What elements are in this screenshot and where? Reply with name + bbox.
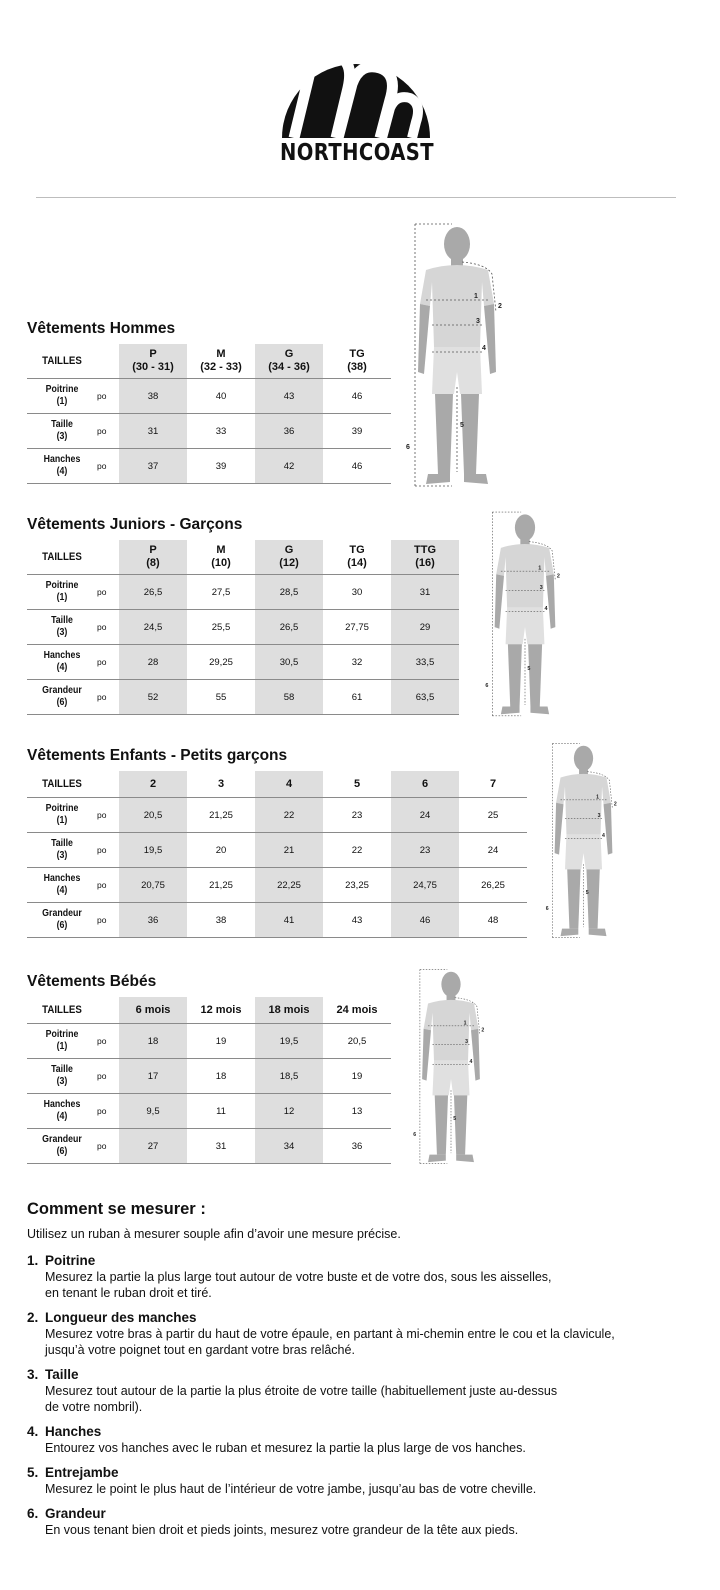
table-header-row — [27, 344, 391, 379]
left-leg-shape — [508, 644, 522, 706]
measure-marker-label: 2 — [556, 573, 560, 580]
step-text: Mesurez le point le plus haut de l’intérieur de votre jambe, jusqu’au bas de votre cheville. — [45, 1482, 537, 1496]
table-row — [27, 414, 391, 449]
cell-value: 18 — [187, 1059, 255, 1094]
head-shape — [444, 227, 470, 261]
cell-value: 39 — [187, 449, 255, 484]
cell-value: 24,5 — [119, 610, 187, 645]
cell-value: 46 — [323, 379, 391, 414]
table-row — [27, 903, 527, 938]
row-label: Poitrine (1) — [31, 798, 93, 833]
right-leg-shape — [528, 644, 542, 706]
body-silhouette-icon — [412, 968, 490, 1168]
size-header: TG (38) — [323, 344, 391, 379]
size-header: 12 mois — [187, 997, 255, 1024]
section-enfants — [27, 745, 527, 938]
step-title: Poitrine — [45, 1253, 96, 1268]
size-header: TG (14) — [323, 540, 391, 575]
left-arm-shape — [495, 574, 504, 628]
cell-value: 32 — [323, 645, 391, 680]
step-text: Entourez vos hanches avec le ruban et mesurez la partie la plus large de vos hanches. — [45, 1441, 526, 1455]
section-title: Vêtements Hommes — [27, 320, 176, 337]
cell-value: 22 — [323, 833, 391, 868]
cell-value: 19,5 — [255, 1024, 323, 1059]
cell-value: 46 — [391, 903, 459, 938]
measure-marker-label: 1 — [463, 1020, 467, 1027]
unit-label: po — [97, 868, 119, 903]
cell-value: 36 — [119, 903, 187, 938]
table-row — [27, 680, 459, 715]
table-row — [27, 833, 527, 868]
size-table-juniors — [27, 540, 459, 715]
unit-label: po — [97, 414, 119, 449]
measure-marker-label: 6 — [413, 1132, 417, 1139]
left-foot-shape — [428, 1155, 446, 1162]
left-leg-shape — [435, 394, 453, 474]
cell-value: 37 — [119, 449, 187, 484]
left-arm-shape — [555, 803, 564, 855]
cell-value: 26,25 — [459, 868, 527, 903]
cell-value: 24 — [391, 798, 459, 833]
step-longueur-manches: 2. Longueur des manches Mesurez votre bras à partir du haut de votre épaule, en partant à mi-chemin entre le cou et la clavicule, jusqu’à votre poignet tout en gardant votre bras relâché. — [27, 1310, 687, 1358]
right-arm-shape — [604, 803, 613, 855]
row-label: Poitrine (1) — [31, 379, 93, 414]
table-row — [27, 379, 391, 414]
cell-value: 29 — [391, 610, 459, 645]
measure-marker-label: 6 — [485, 683, 489, 690]
row-label: Hanches (4) — [31, 868, 93, 903]
size-table-enfants — [27, 771, 527, 938]
header-divider — [36, 197, 676, 198]
cell-value: 42 — [255, 449, 323, 484]
section-bebes — [27, 971, 391, 1164]
table-row — [27, 1094, 391, 1129]
measure-marker-label: 4 — [482, 345, 486, 352]
cell-value: 38 — [119, 379, 187, 414]
step-title: Entrejambe — [45, 1465, 119, 1480]
step-text: en tenant le ruban droit et tiré. — [45, 1286, 212, 1300]
measure-marker-label: 4 — [602, 832, 605, 839]
section-title: Vêtements Bébés — [27, 973, 157, 990]
measure-marker-label: 3 — [539, 585, 543, 592]
right-arm-shape — [484, 304, 496, 374]
unit-label: po — [97, 1024, 119, 1059]
shirt-shape — [424, 1000, 479, 1061]
body-silhouette-icon — [406, 222, 502, 492]
right-foot-shape — [589, 929, 607, 936]
step-hanches: 4. Hanches Entourez vos hanches avec le ruban et mesurez la partie la plus large de vos hanches. — [27, 1424, 687, 1456]
step-entrejambe: 5. Entrejambe Mesurez le point le plus haut de l’intérieur de votre jambe, jusqu’au bas de votre cheville. — [27, 1465, 687, 1497]
cell-value: 30,5 — [255, 645, 323, 680]
brand-name: NORTHCOAST — [279, 140, 435, 166]
cell-value: 36 — [255, 414, 323, 449]
left-arm-shape — [422, 1029, 431, 1081]
unit-label: po — [97, 610, 119, 645]
body-silhouette-icon — [485, 508, 560, 723]
howto-title: Comment se mesurer : — [27, 1200, 206, 1218]
size-header: M (32 - 33) — [187, 344, 255, 379]
cell-value: 20 — [187, 833, 255, 868]
row-label: Hanches (4) — [31, 645, 93, 680]
tailles-label: TAILLES — [31, 771, 93, 798]
step-text: En vous tenant bien droit et pieds joints, mesurez votre grandeur de la tête aux pieds. — [45, 1523, 519, 1537]
cell-value: 19 — [323, 1059, 391, 1094]
measure-marker-label: 3 — [476, 318, 480, 325]
cell-value: 26,5 — [255, 610, 323, 645]
step-text: Mesurez la partie la plus large tout autour de votre buste et de votre dos, sous les aisselles, — [45, 1270, 552, 1284]
left-leg-shape — [435, 1095, 448, 1154]
table-row — [27, 575, 459, 610]
size-header: TTG (16) — [391, 540, 459, 575]
cell-value: 13 — [323, 1094, 391, 1129]
head-shape — [441, 972, 460, 997]
shirt-shape — [496, 544, 554, 608]
cell-value: 22 — [255, 798, 323, 833]
table-header-row — [27, 997, 391, 1024]
figure-bebes — [412, 968, 490, 1168]
step-text: Mesurez tout autour de la partie la plus étroite de votre taille (habituellement juste au-dessus — [45, 1384, 558, 1398]
cell-value: 21 — [255, 833, 323, 868]
step-text: jusqu’à votre poignet tout en gardant votre bras relâché. — [45, 1343, 355, 1357]
step-title: Grandeur — [45, 1506, 106, 1521]
cell-value: 17 — [119, 1059, 187, 1094]
cell-value: 24 — [459, 833, 527, 868]
cell-value: 40 — [187, 379, 255, 414]
step-title: Longueur des manches — [45, 1310, 197, 1325]
cell-value: 28 — [119, 645, 187, 680]
size-table-bebes — [27, 997, 391, 1164]
table-row — [27, 798, 527, 833]
measure-marker-label: 2 — [613, 801, 617, 808]
left-arm-shape — [418, 304, 430, 374]
measure-marker-label: 3 — [465, 1038, 468, 1045]
cell-value: 27,75 — [323, 610, 391, 645]
section-title: Vêtements Juniors - Garçons — [27, 516, 243, 533]
row-label: Grandeur (6) — [31, 1129, 93, 1164]
cell-value: 61 — [323, 680, 391, 715]
cell-value: 18,5 — [255, 1059, 323, 1094]
unit-label: po — [97, 1059, 119, 1094]
measure-marker-label: 3 — [597, 812, 601, 819]
cell-value: 24,75 — [391, 868, 459, 903]
row-label: Taille (3) — [31, 1059, 93, 1094]
cell-value: 23,25 — [323, 868, 391, 903]
cell-value: 26,5 — [119, 575, 187, 610]
cell-value: 33 — [187, 414, 255, 449]
figure-hommes — [406, 222, 502, 492]
cell-value: 20,5 — [323, 1024, 391, 1059]
cell-value: 29,25 — [187, 645, 255, 680]
body-silhouette-icon — [546, 742, 621, 942]
unit-label: po — [97, 1129, 119, 1164]
row-label: Taille (3) — [31, 414, 93, 449]
section-juniors — [27, 514, 459, 715]
measure-marker-label: 2 — [498, 303, 502, 310]
measure-marker-label: 5 — [527, 665, 531, 672]
shorts-shape — [432, 347, 482, 394]
size-header: G (34 - 36) — [255, 344, 323, 379]
table-header-row — [27, 771, 527, 798]
size-header: 2 — [119, 771, 187, 798]
table-row — [27, 868, 527, 903]
step-grandeur: 6. Grandeur En vous tenant bien droit et pieds joints, mesurez votre grandeur de la tête aux pieds. — [27, 1506, 687, 1538]
size-header: 7 — [459, 771, 527, 798]
step-title: Hanches — [45, 1424, 102, 1439]
right-leg-shape — [461, 394, 479, 474]
unit-label: po — [97, 680, 119, 715]
right-foot-shape — [456, 1155, 474, 1162]
cell-value: 21,25 — [187, 798, 255, 833]
measure-marker-label: 1 — [474, 293, 478, 300]
right-arm-shape — [471, 1029, 480, 1081]
size-header: 3 — [187, 771, 255, 798]
table-row — [27, 1129, 391, 1164]
measure-marker-label: 1 — [538, 565, 542, 572]
size-table-hommes — [27, 344, 391, 484]
table-header-row — [27, 540, 459, 575]
row-label: Grandeur (6) — [31, 903, 93, 938]
unit-label: po — [97, 645, 119, 680]
cell-value: 21,25 — [187, 868, 255, 903]
row-label: Taille (3) — [31, 833, 93, 868]
cell-value: 41 — [255, 903, 323, 938]
cell-value: 27,5 — [187, 575, 255, 610]
cell-value: 28,5 — [255, 575, 323, 610]
shirt-shape — [556, 774, 611, 835]
shorts-shape — [432, 1061, 469, 1096]
cell-value: 12 — [255, 1094, 323, 1129]
cell-value: 31 — [391, 575, 459, 610]
unit-label: po — [97, 1094, 119, 1129]
cell-value: 18 — [119, 1024, 187, 1059]
cell-value: 43 — [323, 903, 391, 938]
cell-value: 25 — [459, 798, 527, 833]
step-text: Mesurez votre bras à partir du haut de votre épaule, en partant à mi-chemin entre le cou et la clavicule, — [45, 1327, 615, 1341]
tailles-label: TAILLES — [31, 540, 93, 575]
tailles-label: TAILLES — [31, 344, 93, 379]
cell-value: 22,25 — [255, 868, 323, 903]
row-label: Hanches (4) — [31, 1094, 93, 1129]
unit-label: po — [97, 833, 119, 868]
right-leg-shape — [586, 869, 599, 928]
table-row — [27, 449, 391, 484]
right-leg-shape — [454, 1095, 467, 1154]
size-header: P (30 - 31) — [119, 344, 187, 379]
table-row — [27, 610, 459, 645]
cell-value: 31 — [187, 1129, 255, 1164]
cell-value: 43 — [255, 379, 323, 414]
cell-value: 39 — [323, 414, 391, 449]
row-label: Grandeur (6) — [31, 680, 93, 715]
step-poitrine: 1. Poitrine Mesurez la partie la plus large tout autour de votre buste et de votre dos, sous les aisselles, en tenant le ruban droit et tiré. — [27, 1253, 687, 1301]
measure-marker-label: 6 — [545, 906, 549, 913]
unit-label: po — [97, 575, 119, 610]
unit-label: po — [97, 379, 119, 414]
tailles-label: TAILLES — [31, 997, 93, 1024]
size-header: 6 — [391, 771, 459, 798]
cell-value: 19 — [187, 1024, 255, 1059]
size-header: 5 — [323, 771, 391, 798]
size-header: 4 — [255, 771, 323, 798]
measure-marker-label: 4 — [544, 606, 548, 613]
step-title: Taille — [45, 1367, 79, 1382]
shorts-shape — [506, 606, 548, 645]
size-header: 24 mois — [323, 997, 391, 1024]
row-label: Poitrine (1) — [31, 1024, 93, 1059]
cell-value: 23 — [323, 798, 391, 833]
measure-marker-label: 4 — [469, 1058, 473, 1065]
step-taille: 3. Taille Mesurez tout autour de la partie la plus étroite de votre taille (habituellement juste au-dessus de votre nombril). — [27, 1367, 687, 1415]
right-foot-shape — [464, 474, 488, 484]
cell-value: 58 — [255, 680, 323, 715]
size-header: M (10) — [187, 540, 255, 575]
cell-value: 48 — [459, 903, 527, 938]
measure-marker-label: 5 — [460, 422, 464, 429]
table-row — [27, 645, 459, 680]
left-leg-shape — [567, 869, 580, 928]
size-header: 6 mois — [119, 997, 187, 1024]
measure-marker-label: 5 — [585, 889, 589, 896]
head-shape — [515, 514, 535, 540]
measure-marker-label: 5 — [453, 1115, 457, 1122]
right-foot-shape — [530, 707, 549, 715]
cell-value: 52 — [119, 680, 187, 715]
row-label: Poitrine (1) — [31, 575, 93, 610]
measure-marker-label: 1 — [596, 794, 599, 801]
cell-value: 20,5 — [119, 798, 187, 833]
logo-emblem-icon — [276, 42, 436, 142]
shorts-shape — [565, 835, 602, 870]
row-label: Hanches (4) — [31, 449, 93, 484]
section-title: Vêtements Enfants - Petits garçons — [27, 747, 288, 764]
cell-value: 11 — [187, 1094, 255, 1129]
left-foot-shape — [501, 707, 520, 715]
shirt-shape — [420, 265, 494, 347]
cell-value: 30 — [323, 575, 391, 610]
row-label: Taille (3) — [31, 610, 93, 645]
head-shape — [574, 746, 593, 771]
cell-value: 27 — [119, 1129, 187, 1164]
how-to-measure — [27, 1200, 687, 1547]
right-arm-shape — [546, 574, 555, 628]
cell-value: 33,5 — [391, 645, 459, 680]
cell-value: 55 — [187, 680, 255, 715]
unit-label: po — [97, 798, 119, 833]
cell-value: 36 — [323, 1129, 391, 1164]
measure-marker-label: 2 — [481, 1027, 485, 1034]
table-row — [27, 1024, 391, 1059]
step-text: de votre nombril). — [45, 1400, 143, 1414]
measure-marker-label: 6 — [406, 444, 410, 451]
size-header: 18 mois — [255, 997, 323, 1024]
cell-value: 63,5 — [391, 680, 459, 715]
section-hommes — [27, 318, 391, 484]
cell-value: 31 — [119, 414, 187, 449]
table-row — [27, 1059, 391, 1094]
left-foot-shape — [561, 929, 579, 936]
cell-value: 34 — [255, 1129, 323, 1164]
cell-value: 38 — [187, 903, 255, 938]
unit-label: po — [97, 449, 119, 484]
size-header: G (12) — [255, 540, 323, 575]
cell-value: 23 — [391, 833, 459, 868]
unit-label: po — [97, 903, 119, 938]
howto-intro: Utilisez un ruban à mesurer souple afin d’avoir une mesure précise. — [27, 1227, 401, 1241]
left-foot-shape — [426, 474, 450, 484]
cell-value: 25,5 — [187, 610, 255, 645]
cell-value: 46 — [323, 449, 391, 484]
figure-juniors — [485, 508, 560, 723]
size-header: P (8) — [119, 540, 187, 575]
cell-value: 19,5 — [119, 833, 187, 868]
figure-enfants — [546, 742, 621, 942]
cell-value: 20,75 — [119, 868, 187, 903]
cell-value: 9,5 — [119, 1094, 187, 1129]
